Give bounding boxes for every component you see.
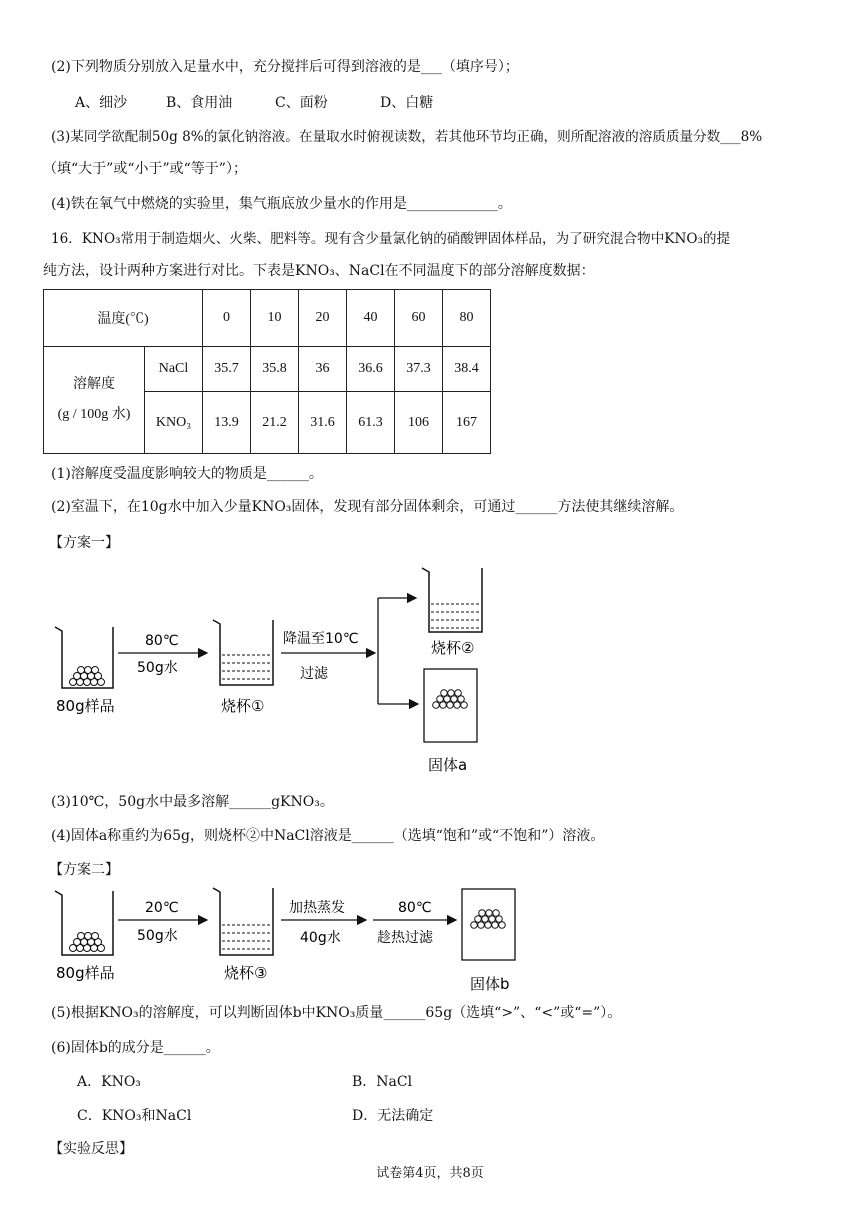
- solubility-cell: 31.6: [299, 392, 347, 454]
- solubility-label: [44, 347, 145, 454]
- table-header-row: [44, 290, 491, 347]
- temp-cell: 80: [443, 290, 491, 347]
- substance-name: KNO₃: [145, 392, 203, 454]
- q15-option-b: B、食用油: [166, 95, 233, 111]
- q16-part3: (3)10℃，50g水中最多溶解______gKNO₃。: [51, 794, 334, 810]
- plan1-beaker2-label: 烧杯②: [431, 639, 475, 657]
- beaker-sample-icon: [55, 627, 113, 688]
- plan2-beaker-label: 烧杯③: [224, 964, 268, 982]
- q16-option-c: C．KNO₃和NaCl: [77, 1108, 192, 1124]
- q16-part2: (2)室温下，在10g水中加入少量KNO₃固体，发现有部分固体剩余，可通过______方法使其继续溶解。: [51, 499, 684, 515]
- q16-part6: (6)固体b的成分是______。: [51, 1040, 220, 1056]
- solubility-cell: 37.3: [395, 347, 443, 392]
- q15-part3-line1: (3)某同学欲配制50g 8%的氯化钠溶液。在量取水时俯视读数，若其他环节均正确，则所配溶液的溶质质量分数___8%: [51, 129, 763, 145]
- plan2-arrow2-top: 加热蒸发: [289, 900, 345, 916]
- plan2-sample-label: 80g样品: [56, 964, 115, 982]
- solid-a-particles-icon: [433, 690, 468, 709]
- plan2-arrow1-bottom: 50g水: [137, 928, 178, 944]
- temp-cell: 40: [347, 290, 395, 347]
- q16-intro-line1: 16．KNO₃常用于制造烟火、火柴、肥料等。现有含少量氯化钠的硝酸钾固体样品，为了研究混合物中KNO₃的提: [51, 231, 731, 247]
- beaker-sample-icon: [55, 891, 113, 955]
- q16-option-a: A．KNO₃: [77, 1074, 141, 1090]
- temp-cell: 0: [203, 290, 251, 347]
- q15-part3-line2: （填“大于”或“小于”或“等于”）；: [43, 161, 247, 177]
- q16-option-d: D．无法确定: [352, 1108, 434, 1124]
- plan2-arrow1-top: 20℃: [145, 900, 179, 916]
- plan1-sample-label: 80g样品: [56, 697, 115, 715]
- temp-cell: 60: [395, 290, 443, 347]
- plan2-title: 【方案二】: [49, 862, 119, 878]
- solid-b-particles-icon: [471, 910, 506, 929]
- plan2-solid-label: 固体b: [470, 975, 510, 993]
- plan1-diagram: [0, 560, 860, 780]
- temp-cell: 10: [251, 290, 299, 347]
- solubility-cell: 36.6: [347, 347, 395, 392]
- plan1-solid-label: 固体a: [428, 756, 468, 774]
- plan1-title: 【方案一】: [49, 535, 119, 551]
- q15-option-a: A、细沙: [75, 95, 128, 111]
- plan2-diagram: [0, 885, 860, 995]
- plan2-arrow2-bottom: 40g水: [300, 930, 341, 946]
- beaker-3-icon: [213, 888, 273, 955]
- solubility-cell: 13.9: [203, 392, 251, 454]
- solubility-cell: 38.4: [443, 347, 491, 392]
- solubility-cell: 21.2: [251, 392, 299, 454]
- solubility-cell: 61.3: [347, 392, 395, 454]
- plan2-arrow3-top: 80℃: [398, 900, 432, 916]
- q15-part2: (2)下列物质分别放入足量水中，充分搅拌后可得到溶液的是___（填序号）；: [51, 59, 519, 75]
- table-row: [44, 347, 491, 392]
- q16-option-b: B．NaCl: [352, 1074, 413, 1090]
- q15-part4: (4)铁在氧气中燃烧的实验里，集气瓶底放少量水的作用是_____________。: [51, 196, 512, 212]
- beaker-2-icon: [422, 568, 482, 632]
- beaker-1-icon: [213, 620, 273, 685]
- solubility-cell: 167: [443, 392, 491, 454]
- plan1-arrow2-bottom: 过滤: [300, 666, 328, 682]
- q15-option-d: D、白糖: [380, 95, 434, 111]
- temperature-header: 温度(℃): [44, 290, 203, 347]
- q16-intro-line2: 纯方法，设计两种方案进行对比。下表是KNO₃、NaCl在不同温度下的部分溶解度数据：: [43, 263, 595, 279]
- solubility-cell: 35.8: [251, 347, 299, 392]
- reflection-title: 【实验反思】: [49, 1141, 133, 1157]
- solubility-table: [43, 289, 491, 454]
- plan1-arrow1-bottom: 50g水: [137, 660, 178, 676]
- solubility-label-line2: (g / 100g 水): [57, 407, 131, 422]
- page-footer: 试卷第4页，共8页: [376, 1166, 484, 1181]
- q16-part4: (4)固体a称重约为65g，则烧杯②中NaCl溶液是______（选填“饱和”或“不饱和”）溶液。: [51, 828, 605, 844]
- q16-part5: (5)根据KNO₃的溶解度，可以判断固体b中KNO₃质量______65g（选填“>”、“<”或“=”）。: [51, 1005, 622, 1021]
- q16-part1: (1)溶解度受温度影响较大的物质是______。: [51, 466, 323, 482]
- plan1-arrow1-top: 80℃: [145, 633, 179, 649]
- q15-option-c: C、面粉: [275, 95, 328, 111]
- solubility-cell: 106: [395, 392, 443, 454]
- solubility-cell: 36: [299, 347, 347, 392]
- plan2-arrow3-bottom: 趁热过滤: [377, 930, 433, 946]
- plan1-beaker1-label: 烧杯①: [221, 697, 265, 715]
- temp-cell: 20: [299, 290, 347, 347]
- plan1-arrow2-top: 降温至10℃: [283, 631, 359, 647]
- solubility-cell: 35.7: [203, 347, 251, 392]
- solubility-label-line1: 溶解度: [73, 377, 115, 392]
- substance-name: NaCl: [145, 347, 203, 392]
